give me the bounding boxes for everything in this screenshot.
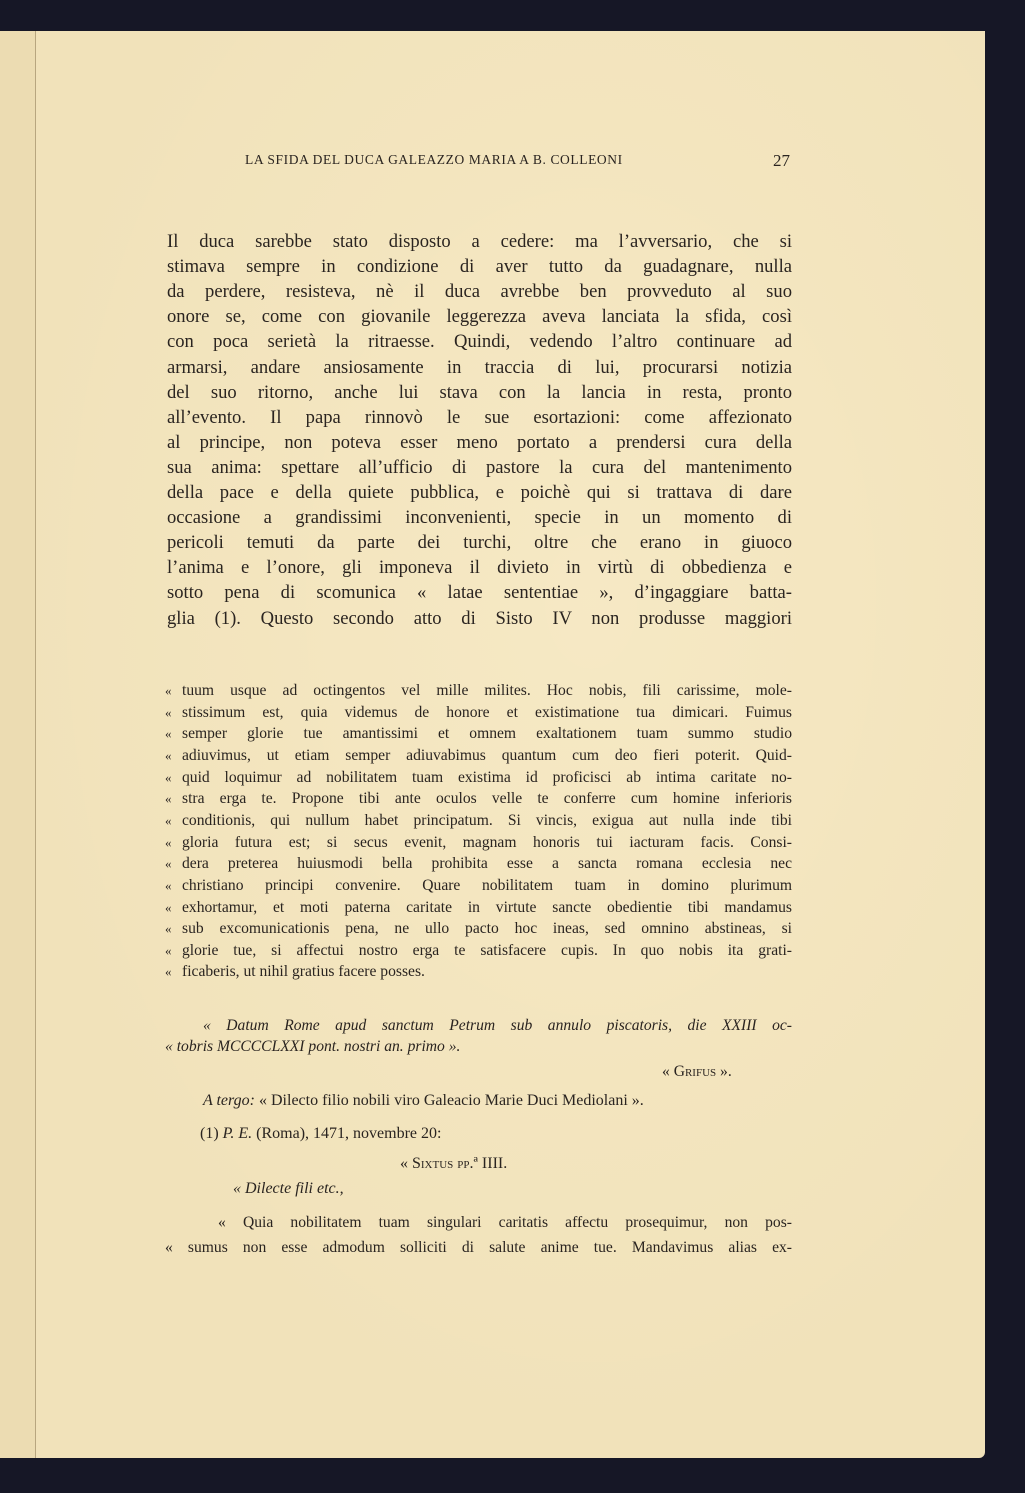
a-tergo-label: A tergo:: [203, 1092, 255, 1109]
quote-mark: «: [165, 856, 172, 872]
latin-line: conditionis, qui nullum habet principatum. Si vincis, exigua aut nulla inde tibi: [182, 811, 792, 829]
latin-line: exhortamur, et moti paterna caritate in virtute sancte obedientie tibi mandamus: [182, 898, 792, 916]
facing-page-edge: [0, 31, 36, 1458]
footnote-1: [200, 1125, 441, 1143]
footnote-text: (Roma), 1471, novembre 20:: [256, 1125, 442, 1142]
sixtus-heading: « Sixtus pp.ª IIII.: [400, 1155, 508, 1172]
body-line: della pace e della quiete pubblica, e poichè qui si trattava di dare: [167, 482, 792, 503]
body-line: stimava sempre in condizione di aver tutto da guadagnare, nulla: [167, 256, 792, 278]
quote-mark: «: [165, 769, 172, 785]
latin-line: ficaberis, ut nihil gratius facere posses.: [182, 963, 425, 981]
datum-line-2: « tobris MCCCCLXXI pont. nostri an. primo ».: [165, 1038, 461, 1055]
body-line: onore se, come con giovanile leggerezza aveva lanciata la sfida, così: [167, 306, 792, 328]
datum-line-1: « Datum Rome apud sanctum Petrum sub annulo piscatoris, die XXIII oc-: [203, 1017, 792, 1034]
body-line: sotto pena di scomunica « latae sententiae », d’ingaggiare batta-: [167, 582, 792, 604]
body-line: con poca serietà la ritraesse. Quindi, vedendo l’altro continuare ad: [167, 331, 792, 353]
latin-line: christiano principi convenire. Quare nobilitatem tuam in domino plurimum: [182, 876, 792, 894]
latin-line: quid loquimur ad nobilitatem tuam existima id proficisci ab intima caritate no-: [182, 768, 792, 786]
quote-mark: «: [165, 964, 172, 980]
body-line: al principe, non poteva esser meno portato a prendersi cura della: [167, 431, 792, 453]
body-line: da perdere, resisteva, nè il duca avrebbe ben provveduto al suo: [167, 281, 792, 303]
latin-line: glorie tue, si affectui nostro erga te satisfacere cupis. In quo nobis ita grati-: [182, 941, 792, 959]
latin-line: gloria futura est; si secus evenit, magnam honoris tui iacturam facis. Consi-: [182, 833, 792, 851]
quote-mark: «: [165, 726, 172, 742]
quia-line-1: « Quia nobilitatem tuam singulari caritatis affectu prosequimur, non pos-: [218, 1214, 792, 1231]
latin-line: adiuvimus, ut etiam semper adiuvabimus quantum cum deo fieri poterit. Quid-: [182, 746, 792, 764]
quote-mark: «: [165, 899, 172, 915]
body-line: del suo ritorno, anche lui stava con la lancia in resta, pronto: [167, 381, 792, 403]
body-line: armarsi, andare ansiosamente in traccia di lui, procurarsi notizia: [167, 356, 792, 378]
quote-mark: «: [165, 683, 172, 698]
a-tergo-text: « Dilecto filio nobili viro Galeacio Marie Duci Mediolani ».: [259, 1092, 644, 1109]
body-line: pericoli temuti da parte dei turchi, oltre che erano in giuoco: [167, 532, 792, 554]
quote-mark: «: [165, 812, 172, 828]
latin-line: dera preterea huiusmodi bella prohibita esse a sancta romana ecclesia nec: [182, 855, 792, 873]
quote-mark: «: [165, 747, 172, 763]
body-line: occasione a grandissimi inconvenienti, specie in un momento di: [167, 507, 792, 529]
body-line: Il duca sarebbe stato disposto a cedere: ma l’avversario, che si: [167, 231, 792, 252]
quote-mark: «: [165, 704, 172, 720]
a-tergo-line: [203, 1092, 644, 1110]
page-number: 27: [773, 151, 790, 170]
footnote-number: (1): [200, 1125, 219, 1142]
latin-line: sub excomunicationis pena, ne ullo pacto hoc ineas, sed omnino abstineas, si: [182, 920, 792, 938]
quote-mark: «: [165, 877, 172, 893]
signature: « Grifus ».: [662, 1063, 732, 1080]
quote-mark: «: [165, 921, 172, 937]
latin-line: stra erga te. Propone tibi ante oculos velle te conferre cum homine inferioris: [182, 790, 792, 808]
latin-line: tuum usque ad octingentos vel mille milites. Hoc nobis, fili carissime, mole-: [182, 682, 792, 699]
quote-mark: «: [165, 791, 172, 807]
dilecte-salutation: « Dilecte fili etc.,: [233, 1180, 344, 1197]
body-line: sua anima: spettare all’ufficio di pastore la cura del mantenimento: [167, 456, 792, 478]
latin-line: semper glorie tue amantissimi et omnem exaltationem tuam summo studio: [182, 725, 792, 743]
running-title: LA SFIDA DEL DUCA GALEAZZO MARIA A B. COLLEONI: [245, 152, 623, 167]
body-line: l’anima e l’onore, gli imponeva il divieto in virtù di obbedienza e: [167, 557, 792, 579]
quia-line-2: « sumus non esse admodum solliciti di salute anime tue. Mandavimus alias ex-: [165, 1239, 792, 1256]
footnote-source: P. E.: [222, 1125, 253, 1142]
latin-line: stissimum est, quia videmus de honore et existimatione tua dimicari. Fuimus: [182, 703, 792, 721]
quote-mark: «: [165, 834, 172, 850]
body-line: glia (1). Questo secondo atto di Sisto IV non produsse maggiori: [167, 607, 792, 629]
quote-mark: «: [165, 942, 172, 958]
body-line: all’evento. Il papa rinnovò le sue esortazioni: come affezionato: [167, 406, 792, 428]
